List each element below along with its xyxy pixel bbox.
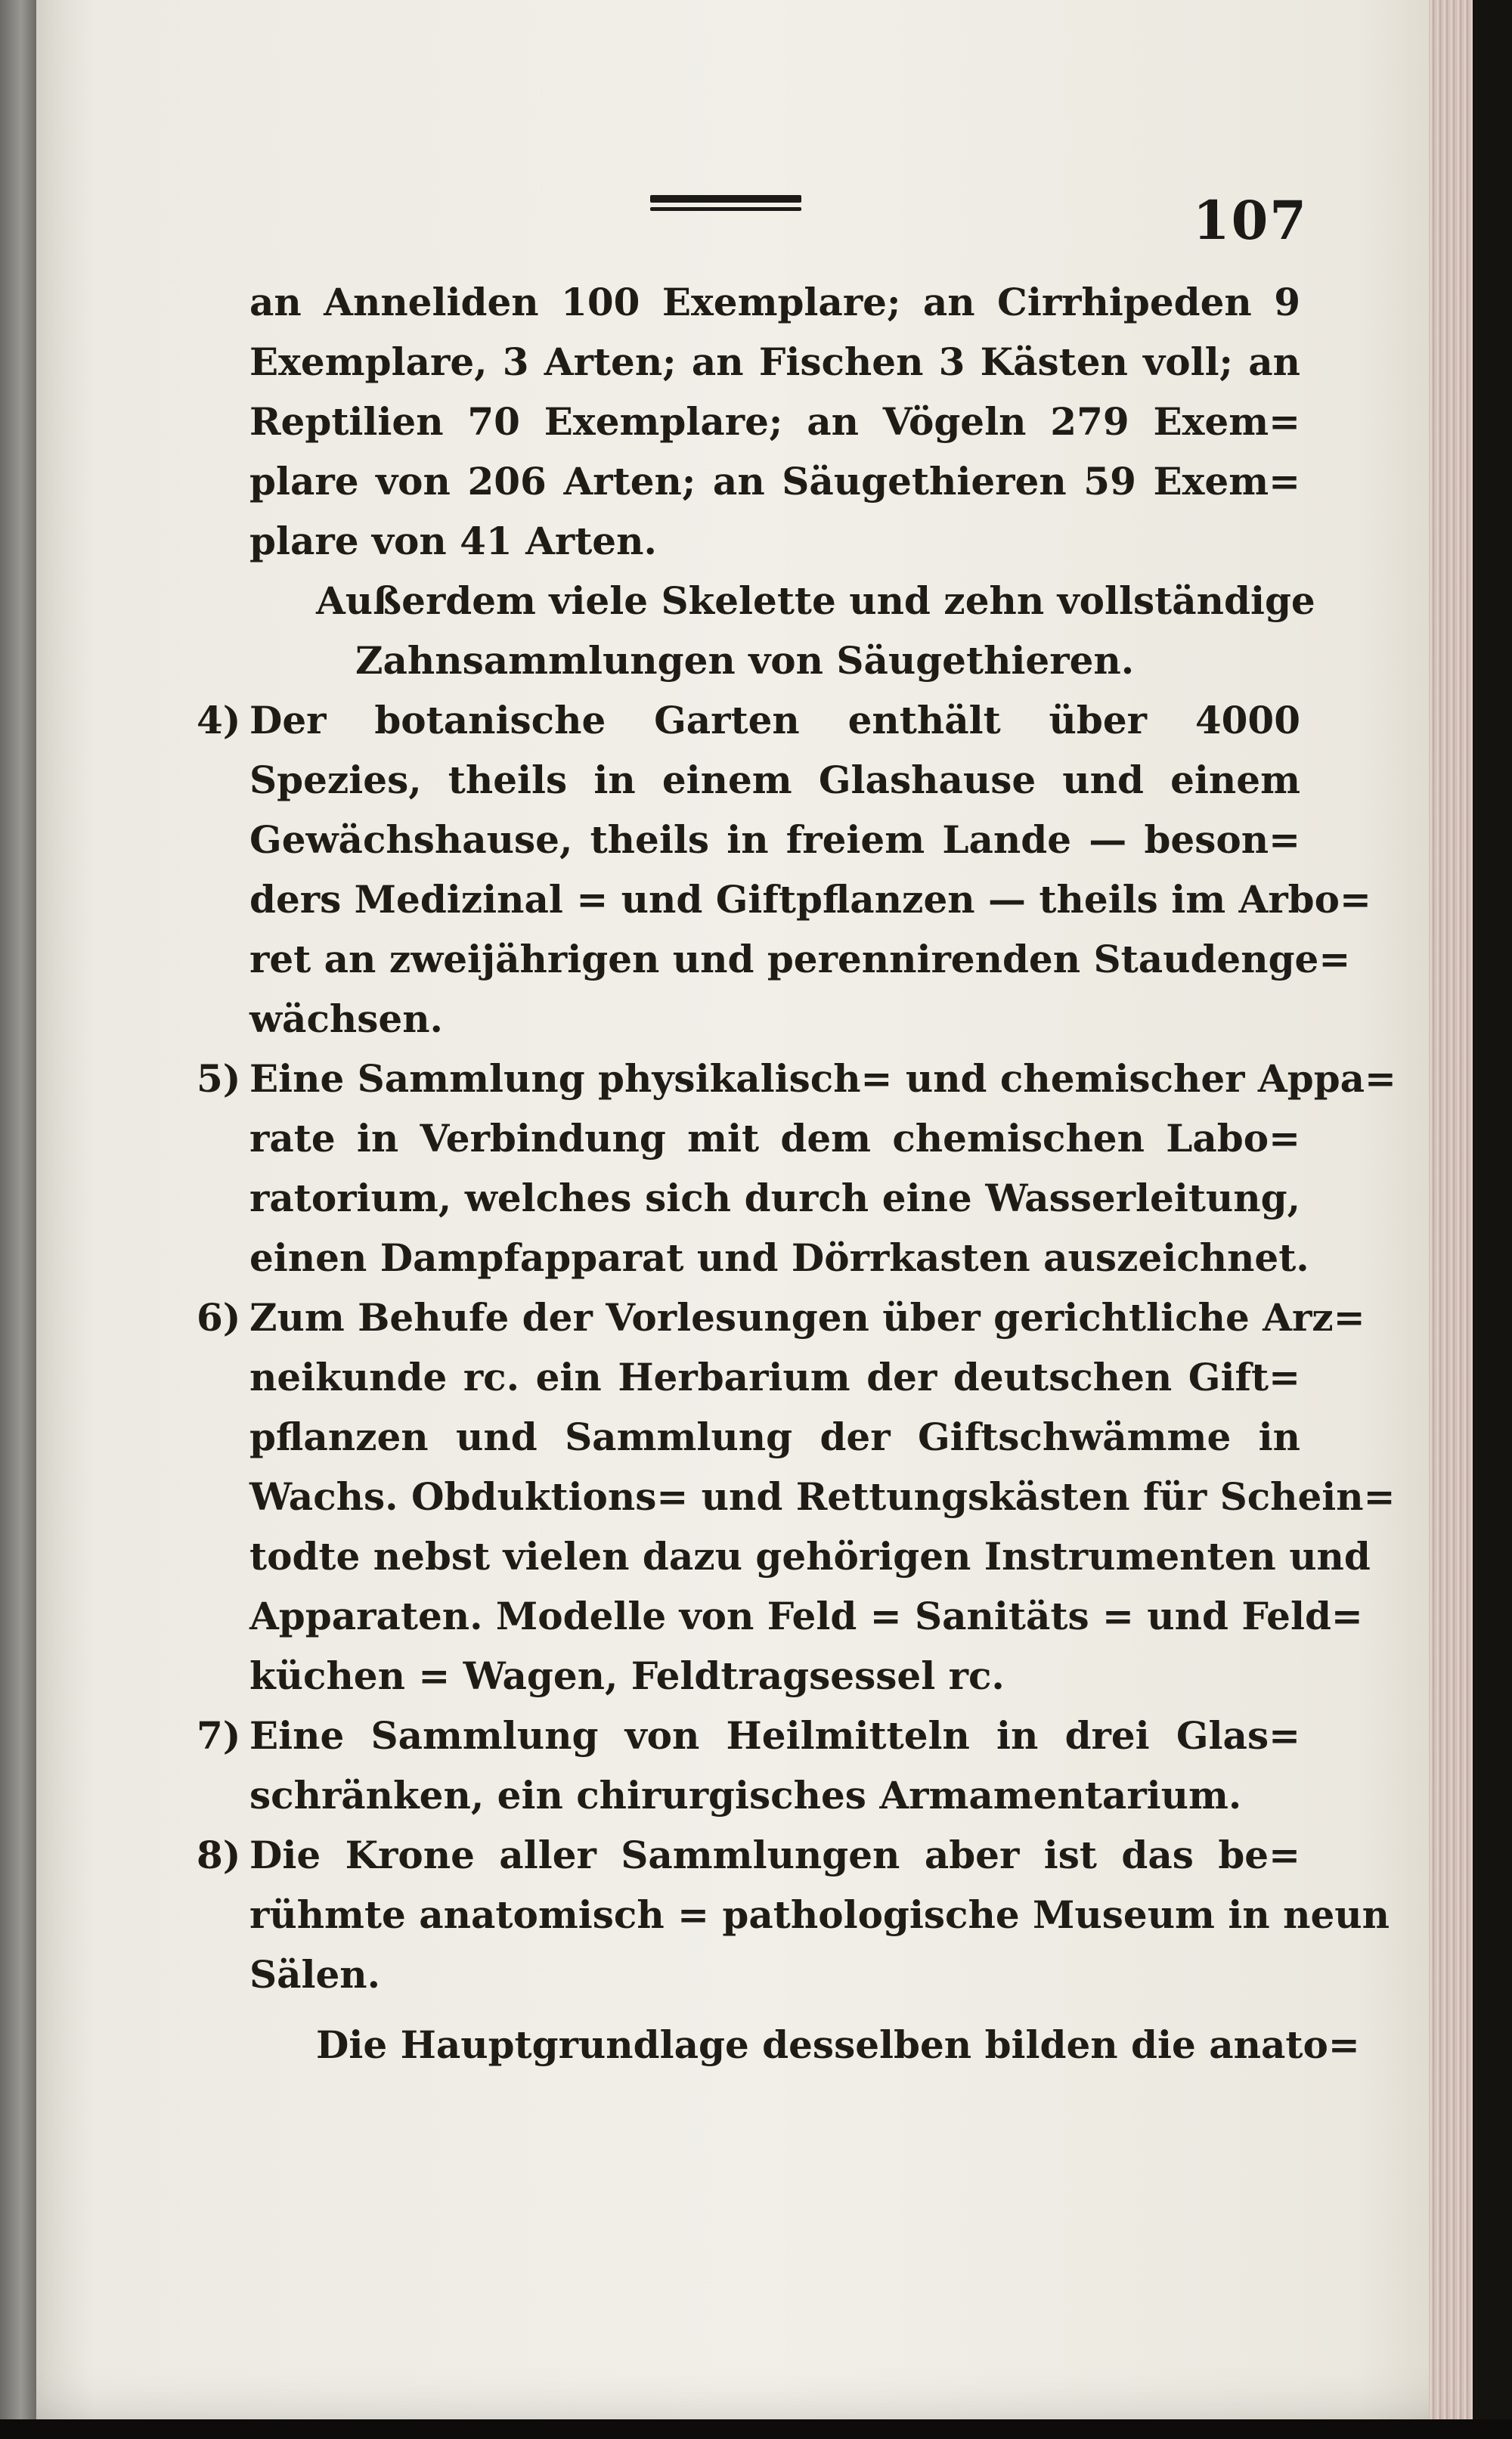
list-text: Eine Sammlung physikalisch= und chemischer Appa= — [249, 1056, 1396, 1101]
list-text: wächsen. — [249, 996, 443, 1041]
list-text: rate in Verbindung mit dem chemischen Labo= — [249, 1116, 1300, 1161]
list-text: ratorium, welches sich durch eine Wasserleitung, — [249, 1176, 1300, 1220]
list-text: Spezies, theils in einem Glashause und einem — [249, 758, 1300, 802]
list-text: neikunde rc. ein Herbarium der deutschen Gift= — [249, 1355, 1300, 1399]
scan-border — [0, 2419, 1512, 2439]
text-line: plare von 41 Arten. — [249, 519, 657, 563]
list-item-6-line — [197, 1288, 1365, 1347]
list-item-7-line — [197, 1706, 1300, 1765]
list-text: einen Dampfapparat und Dörrkasten auszeichnet. — [249, 1235, 1309, 1280]
list-text: ders Medizinal = und Giftpflanzen — theils im Arbo= — [249, 877, 1371, 922]
list-number: 6) — [197, 1295, 241, 1340]
list-text: ret an zweijährigen und perennirenden Staudenge= — [249, 937, 1351, 981]
page-edges — [1429, 0, 1473, 2439]
list-number: 4) — [197, 698, 241, 742]
list-text: pflanzen und Sammlung der Giftschwämme in — [249, 1415, 1300, 1459]
list-text: Zum Behufe der Vorlesungen über gerichtliche Arz= — [249, 1295, 1365, 1340]
list-text: küchen = Wagen, Feldtragsessel rc. — [249, 1653, 1005, 1698]
list-item-4-line — [197, 690, 1300, 750]
list-number: 5) — [197, 1056, 241, 1101]
list-text: schränken, ein chirurgisches Armamentarium. — [249, 1773, 1242, 1818]
list-item-8-line — [197, 1825, 1300, 1885]
header-rule — [650, 195, 801, 215]
paragraph-line: Die Hauptgrundlage desselben bilden die anato= — [316, 2022, 1360, 2067]
list-text: Der botanische Garten enthält über 4000 — [249, 698, 1300, 742]
list-number: 8) — [197, 1833, 241, 1877]
text-line: Exemplare, 3 Arten; an Fischen 3 Kästen voll; an — [249, 339, 1300, 384]
list-text: Die Krone aller Sammlungen aber ist das be= — [249, 1833, 1300, 1877]
text-line: Reptilien 70 Exemplare; an Vögeln 279 Exem= — [249, 399, 1300, 444]
list-text: Gewächshause, theils in freiem Lande — beson= — [249, 817, 1300, 862]
list-text: Eine Sammlung von Heilmitteln in drei Glas= — [249, 1713, 1300, 1758]
list-text: Sälen. — [249, 1952, 381, 1997]
list-number: 7) — [197, 1713, 241, 1758]
list-text: Apparaten. Modelle von Feld = Sanitäts = und Feld= — [249, 1594, 1363, 1638]
list-item-5-line — [197, 1049, 1396, 1108]
list-text: todte nebst vielen dazu gehörigen Instrumenten und — [249, 1534, 1371, 1579]
paragraph-line: Außerdem viele Skelette und zehn vollständige — [316, 578, 1315, 623]
page-text — [197, 272, 1396, 2075]
text-line: an Anneliden 100 Exemplare; an Cirrhipeden 9 — [249, 280, 1300, 324]
page-number: 107 — [1192, 189, 1308, 252]
list-text: Wachs. Obduktions= und Rettungskästen für Schein= — [249, 1474, 1396, 1519]
paragraph-line: Zahnsammlungen von Säugethieren. — [355, 638, 1135, 683]
list-text: rühmte anatomisch = pathologische Museum in neun — [249, 1892, 1390, 1937]
text-line: plare von 206 Arten; an Säugethieren 59 Exem= — [249, 459, 1300, 504]
